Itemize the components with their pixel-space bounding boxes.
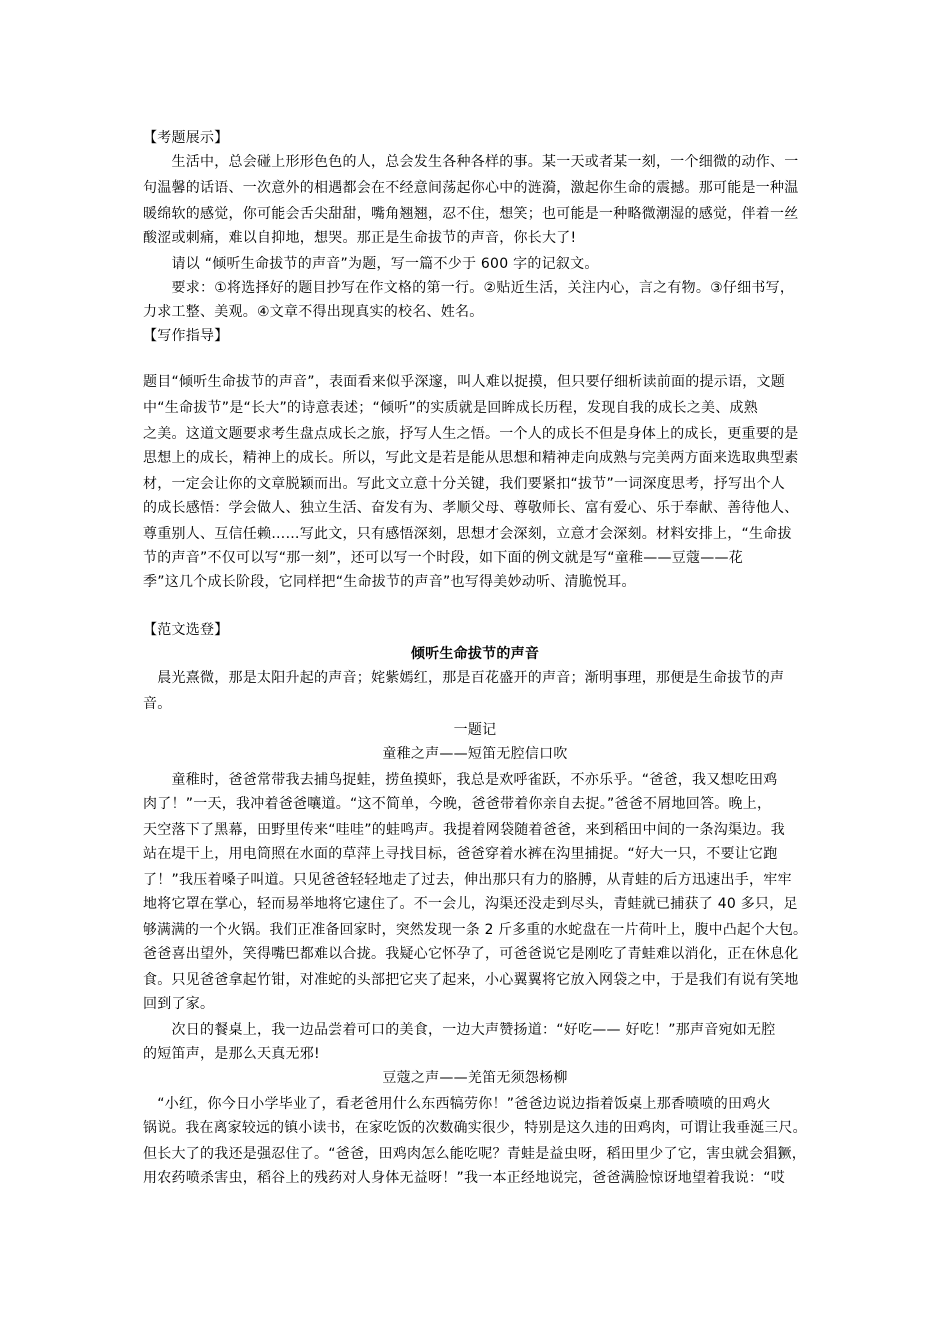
- guide-line: 题目“倾听生命拔节的声音”，表面看来似乎深邃，叫人难以捉摸，但只要仔细析读前面的提示语，文题: [143, 374, 786, 390]
- requirement-line: 要求：①将选择好的题目抄写在作文格的第一行。②贴近生活，关注内心，言之有物。③仔细书写，: [143, 280, 795, 296]
- paragraph-line: 肉了！”一天，我冲着爸爸嚷道。“这不简单，今晚，爸爸带着你亲自去捉。”爸爸不屑地回答。晚上，: [143, 796, 772, 812]
- prompt-line: 请以 “倾听生命拔节的声音”为题，写一篇不少于 600 字的记叙文。: [143, 256, 599, 272]
- subheading: 豆蔻之声——羌笛无须怨杨柳: [382, 1070, 568, 1086]
- subheading: 童稚之声——短笛无腔信口吹: [382, 746, 568, 762]
- guide-line: 之美。这道文题要求考生盘点成长之旅，抒写人生之悟。一个人的成长不但是身体上的成长，更重要的是: [143, 426, 799, 442]
- guide-line: 思想上的成长，精神上的成长。所以，写此文是若是能从思想和精神走向成熟与完美两方面来选取典型素: [143, 450, 799, 466]
- intro-line: 晨光熹微，那是太阳升起的声音；姹紫嫣红，那是百花盛开的声音；渐明事理，那便是生命拔节的声: [143, 670, 785, 686]
- section-header-kaoti: 【考题展示】: [143, 130, 229, 146]
- guide-line: 尊重别人、互信任赖……写此文，只有感悟深刻，思想才会深刻，立意才会深刻。材料安排上，“生命拔: [143, 526, 792, 542]
- essay-title: 倾听生命拔节的声音: [410, 646, 540, 662]
- requirement-line: 力求工整、美观。④文章不得出现真实的校名、姓名。: [143, 304, 484, 320]
- prompt-line: 酸涩或刺痛，难以自抑地，想哭。那正是生命拔节的声音，你长大了!: [143, 230, 577, 246]
- paragraph-line: 地将它罩在掌心，轻而易举地将它逮住了。不一会儿，沟渠还没走到尽头，青蛙就已捕获了 40 多只，足: [143, 896, 798, 912]
- guide-line: 季”这几个成长阶段，它同样把“生命拔节的声音”也写得美妙动听、清脆悦耳。: [143, 574, 636, 590]
- paragraph-line: 童稚时，爸爸常带我去捕鸟捉蛙，捞鱼摸虾，我总是欢呼雀跃，不亦乐乎。“爸爸，我又想吃田鸡: [143, 772, 778, 788]
- paragraph-line: 爸爸喜出望外，笑得嘴巴都难以合拢。我疑心它怀孕了，可爸爸说它是刚吃了青蛙难以消化，正在休息化: [143, 946, 799, 962]
- intro-line: 音。: [143, 696, 172, 712]
- paragraph-line: 站在堤干上，用电筒照在水面的草萍上寻找目标，爸爸穿着水裤在沟里捕捉。“好大一只，不要让它跑: [143, 846, 778, 862]
- paragraph-line: 次日的餐桌上，我一边品尝着可口的美食，一边大声赞扬道：“好吃—— 好吃！”那声音宛如无腔: [143, 1022, 776, 1038]
- paragraph-line: 食。只见爸爸拿起竹钳，对准蛇的头部把它夹了起来，小心翼翼将它放入网袋之中，于是我们有说有笑地: [143, 972, 799, 988]
- section-header-guide: 【写作指导】: [143, 328, 229, 344]
- prompt-line: 句温馨的话语、一次意外的相遇都会在不经意间荡起你心中的涟漪，激起你生命的震撼。那可能是一种温: [143, 180, 799, 196]
- paragraph-line: 天空落下了黑幕，田野里传来“哇哇”的蛙鸣声。我提着网袋随着爸爸，来到稻田中间的一条沟渠边。我: [143, 822, 786, 838]
- paragraph-line: 的短笛声，是那么天真无邪!: [143, 1046, 320, 1062]
- paragraph-line: 够满满的一个火锅。我们正准备回家时，突然发现一条 2 斤多重的水蛇盘在一片荷叶上，腹中凸起个大包。: [143, 922, 808, 938]
- guide-line: 节的声音”不仅可以写“那一刻”，还可以写一个时段，如下面的例文就是写“童稚——豆蔻——花: [143, 550, 744, 566]
- guide-line: 的成长感悟：学会做人、独立生活、奋发有为、孝顺父母、尊敬师长、富有爱心、乐于奉献、善待他人、: [143, 500, 799, 516]
- guide-line: 中“生命拔节”是“长大”的诗意表述；“倾听”的实质就是回眸成长历程，发现自我的成长之美、成熟: [143, 400, 759, 416]
- paragraph-line: 但长大了的我还是强忍住了。“爸爸，田鸡肉怎么能吃呢？青蛙是益虫呀，稻田里少了它，害虫就会猖獗，: [143, 1146, 807, 1162]
- paragraph-line: 锅说。我在离家较远的镇小读书，在家吃饭的次数确实很少，特别是这久违的田鸡肉，可谓让我垂涎三尺。: [143, 1120, 807, 1136]
- epigraph-label: 一题记: [453, 722, 497, 738]
- prompt-line: 生活中，总会碰上形形色色的人，总会发生各种各样的事。某一天或者某一刻，一个细微的动作、一: [143, 154, 799, 170]
- paragraph-line: “小红，你今日小学毕业了，看老爸用什么东西犒劳你！”爸爸边说边指着饭桌上那香喷喷的田鸡火: [143, 1096, 771, 1112]
- paragraph-line: 了！”我压着嗓子叫道。只见爸爸轻轻地走了过去，伸出那只有力的胳膊，从青蛙的后方迅速出手，牢牢: [143, 872, 792, 888]
- paragraph-line: 用农药喷杀害虫，稻谷上的残药对人身体无益呀！”我一本正经地说完，爸爸满脸惊讶地望着我说：“哎: [143, 1170, 786, 1186]
- section-header-sample: 【范文选登】: [143, 622, 229, 638]
- prompt-line: 暖绵软的感觉，你可能会舌尖甜甜，嘴角翘翘，忍不住，想笑；也可能是一种略微潮湿的感觉，伴着一丝: [143, 206, 799, 222]
- paragraph-line: 回到了家。: [143, 996, 215, 1012]
- guide-line: 材，一定会让你的文章脱颖而出。写此文立意十分关键，我们要紧扣“拔节”一词深度思考，抒写出个人: [143, 476, 786, 492]
